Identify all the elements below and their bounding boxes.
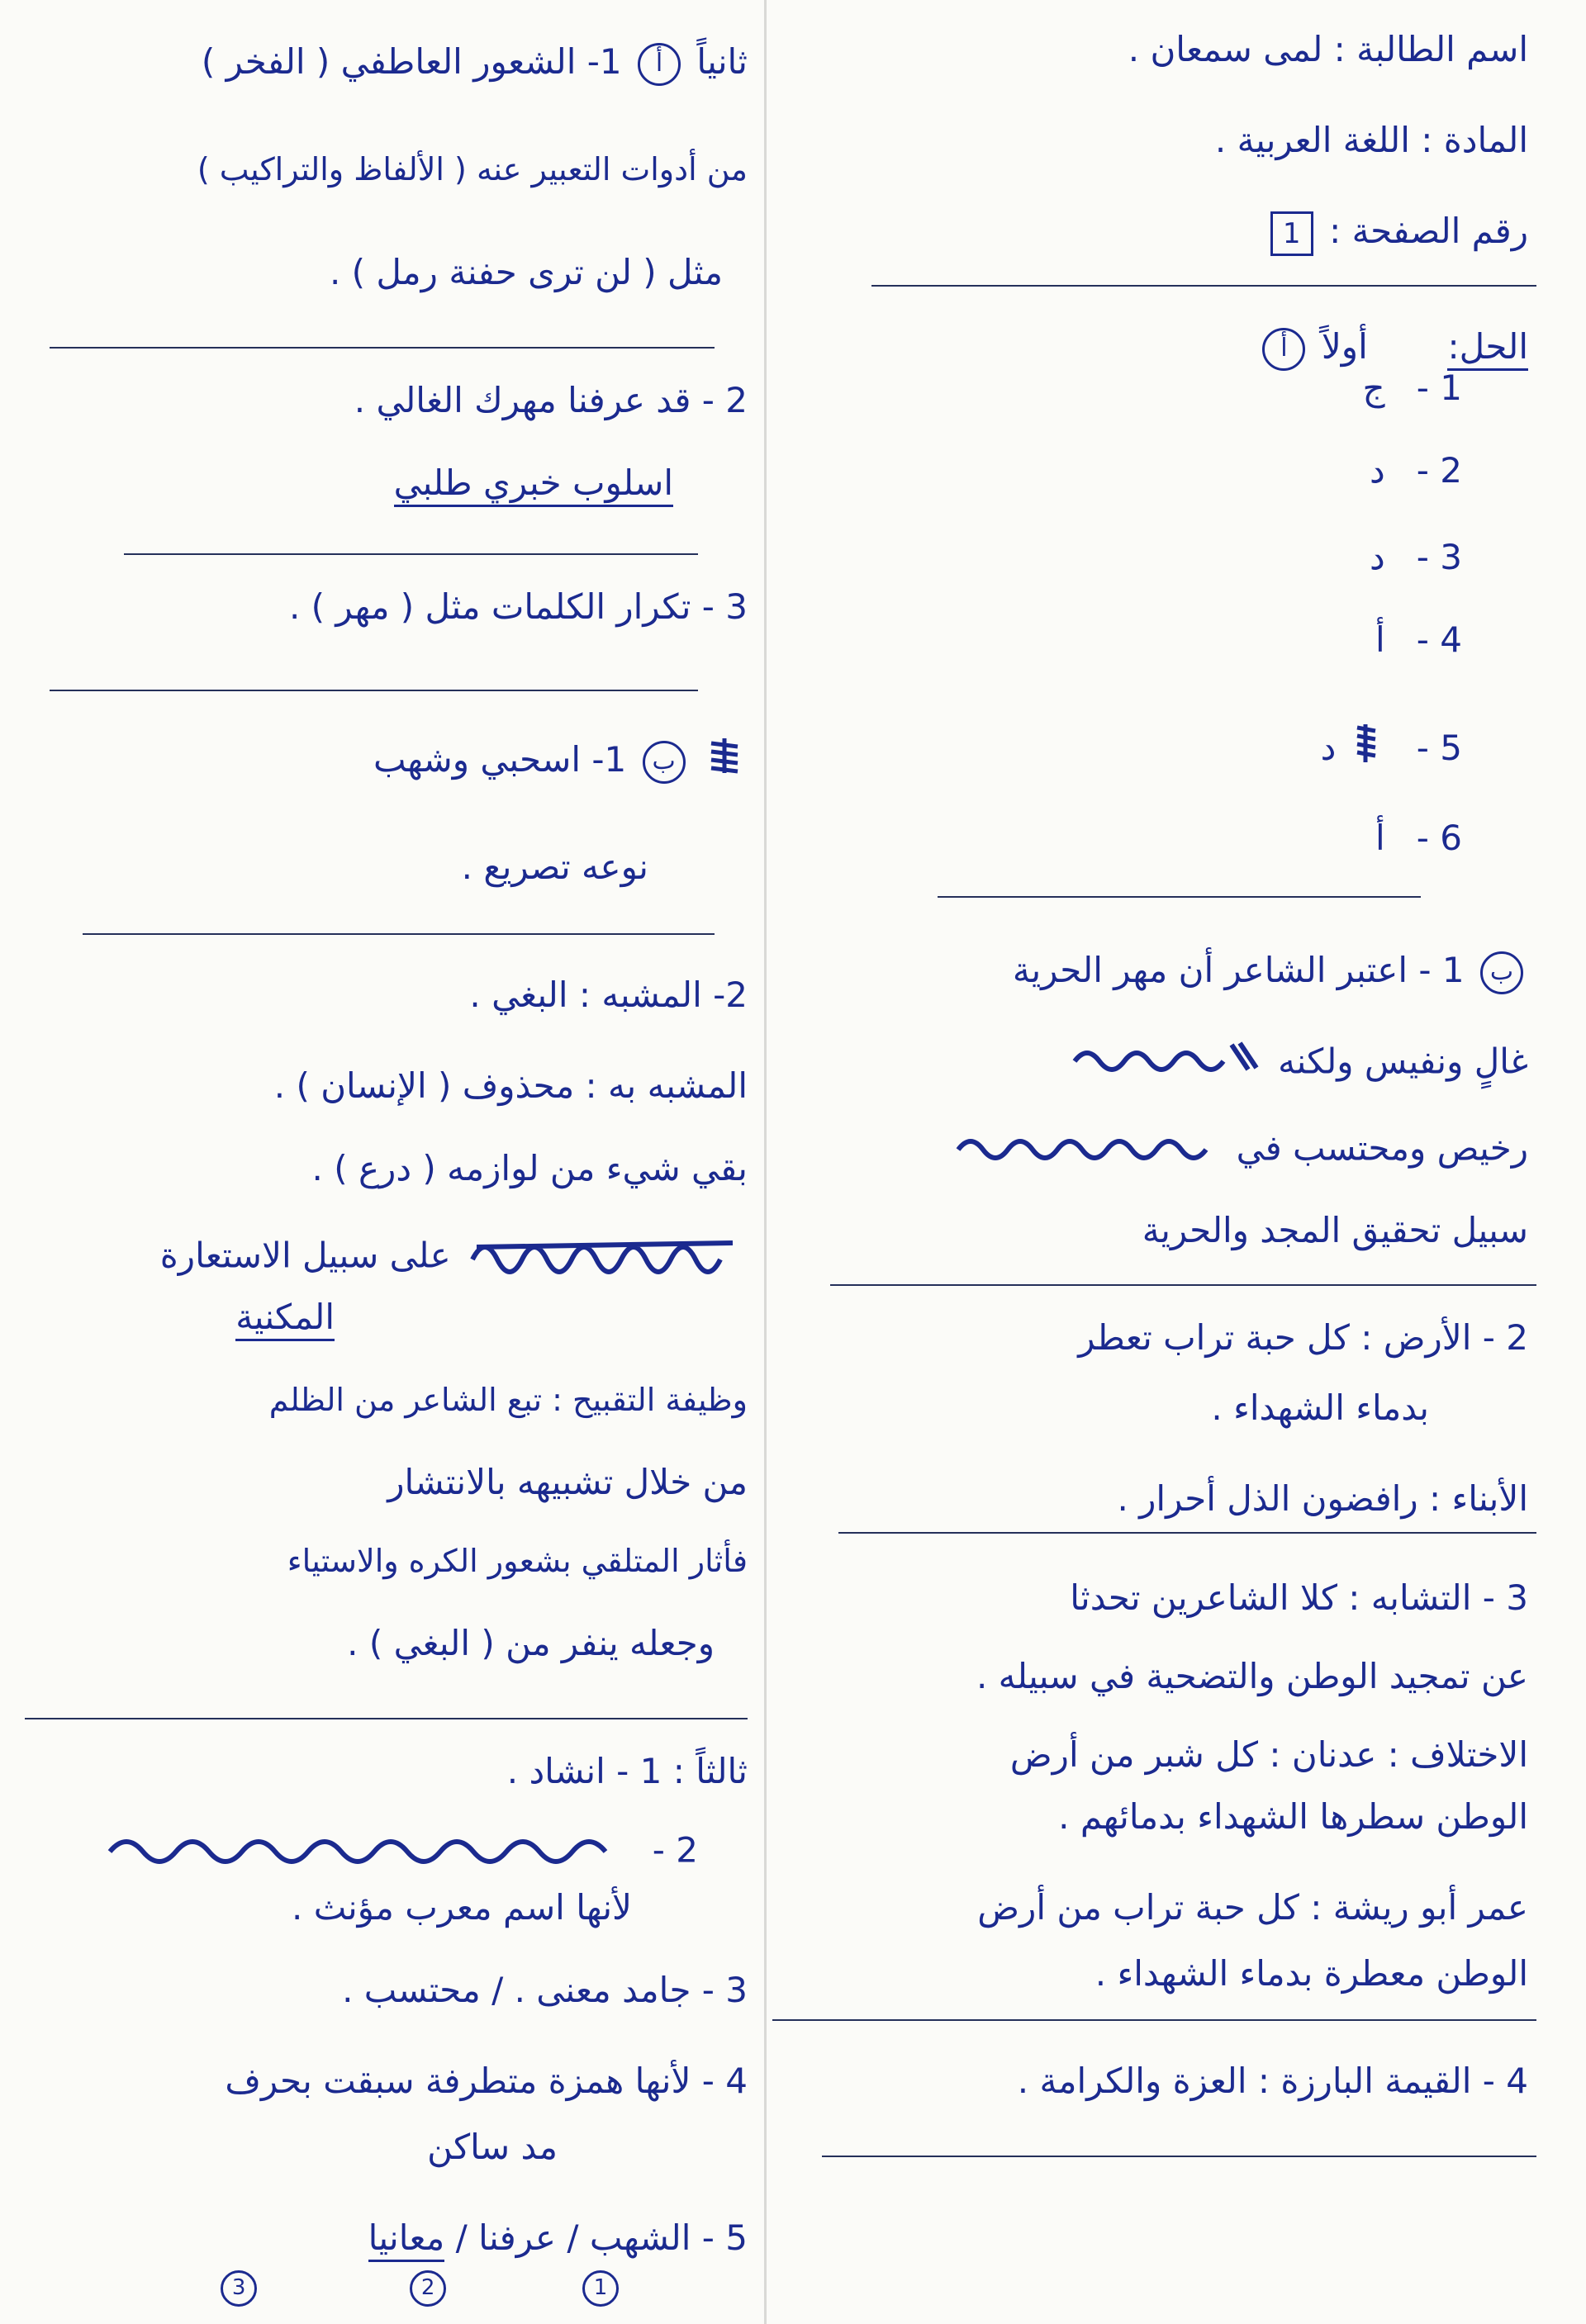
scribble-icon <box>1071 1036 1261 1091</box>
section-second-label: ثانياً <box>696 41 748 82</box>
second-b-q1-line-1: ب 1- اسحبي وشهب <box>0 735 764 788</box>
part-a-circle: أ <box>1262 328 1305 371</box>
student-name: اسم الطالبة : لمى سمعان . <box>1128 29 1528 69</box>
rule <box>938 896 1421 898</box>
q5-word-3: معانيا <box>368 2217 445 2262</box>
mark-3-circle: 3 <box>221 2270 257 2307</box>
page-number-box: 1 <box>1270 211 1313 256</box>
rule <box>838 1532 1536 1534</box>
left-column <box>0 0 764 2324</box>
list-item: 4 - أ <box>1375 619 1462 660</box>
part-b-q2-line-3: الأبناء : رافضون الذل أحرار . <box>1117 1478 1528 1519</box>
rule <box>822 2156 1536 2157</box>
part-b-q1-line-3: رخيص ومحتسب في <box>772 1123 1586 1178</box>
third-line-2: 2 - <box>0 1825 764 1880</box>
second-a-q2-line-1: 2 - قد عرفنا مهرك الغالي . <box>354 380 748 420</box>
rule <box>50 347 715 349</box>
part-b-q1-line-4: سبيل تحقيق المجد والحرية <box>1142 1210 1528 1250</box>
section-third-label: ثالثاً : <box>672 1751 748 1791</box>
part-b-q3-line-5: عمر أبو ريشة : كل حبة تراب من أرض <box>977 1887 1528 1928</box>
scribble-icon <box>106 1825 634 1880</box>
part-b-q1-line-2: غالٍ ونفيس ولكنه <box>772 1036 1586 1091</box>
part-a-circle: أ <box>638 43 681 86</box>
second-b-q2-line-1: 2- المشبه : البغي . <box>469 975 748 1015</box>
second-a-q1-line-1: ثانياً أ 1- الشعور العاطفي ( الفخر ) <box>0 37 764 87</box>
part-b-circle: ب <box>1480 951 1523 994</box>
second-a-q1-line-3: مثل ( لن ترى حفنة رمل ) . <box>329 252 723 292</box>
scribble-icon <box>1354 723 1379 777</box>
second-a-q3-line: 3 - تكرار الكلمات مثل ( مهر ) . <box>288 586 748 627</box>
third-line-4: 3 - جامد معنى . / محتسب . <box>342 1970 748 2010</box>
part-b-q3-line-2: عن تمجيد الوطن والتضحية في سبيله . <box>976 1656 1528 1696</box>
second-b-q3-line-3: فأثار المتلقي بشعور الكره والاستياء <box>287 1543 748 1579</box>
part-b-q2-line-2: بدماء الشهداء . <box>1211 1387 1429 1428</box>
rule <box>50 690 698 691</box>
second-b-q2-line-5: المكنية <box>0 1292 764 1342</box>
scribble-icon <box>708 737 741 788</box>
part-b-circle: ب <box>643 741 686 784</box>
second-b-q3-line-1: وظيفة التقبيح : تبع الشاعر من الظلم <box>268 1382 748 1418</box>
second-b-q3-line-2: من خلال تشبيهه بالانتشار <box>387 1462 748 1502</box>
part-b-q1-line-1: ب 1 - اعتبر الشاعر أن مهر الحرية <box>772 946 1586 995</box>
part-b-q3-line-3: الاختلاف : عدنان : كل شبر من أرض <box>1009 1734 1528 1775</box>
second-a-q2-line-2: اسلوب خبري طلبي <box>0 458 764 508</box>
list-item: 6 - أ <box>1375 818 1462 858</box>
solution-label: الحل: <box>1447 326 1528 371</box>
rule <box>830 1284 1536 1286</box>
rule <box>25 1718 748 1719</box>
column-divider <box>764 0 767 2324</box>
scribble-icon <box>954 1123 1218 1178</box>
second-a-q1-line-2: من أدوات التعبير عنه ( الألفاظ والتراكيب ) <box>197 151 748 187</box>
rule <box>772 2019 1536 2021</box>
part-b-q4-line: 4 - القيمة البارزة : العزة والكرامة . <box>1017 2061 1528 2101</box>
subject-line: المادة : اللغة العربية . <box>1214 120 1528 160</box>
part-b-q3-line-1: 3 - التشابه : كلا الشاعرين تحدثا <box>1070 1577 1528 1618</box>
third-line-6: مد ساكن <box>427 2127 558 2167</box>
second-b-q2-line-2: المشبه به : محذوف ( الإنسان ) . <box>273 1065 748 1106</box>
rule <box>871 285 1536 287</box>
rule <box>124 553 698 555</box>
mark-2-circle: 2 <box>410 2270 446 2307</box>
mark-1-circle: 1 <box>582 2270 619 2307</box>
page-label: رقم الصفحة : <box>1329 211 1528 251</box>
part-b-q3-line-6: الوطن معطرة بدماء الشهداء . <box>1095 1953 1528 1994</box>
second-b-q1-line-2: نوعه تصريع . <box>461 847 648 887</box>
rule <box>83 933 715 935</box>
third-line-1: ثالثاً : 1 - انشاد . <box>506 1751 748 1791</box>
third-line-5: 4 - لأنها همزة متطرفة سبقت بحرف <box>225 2061 748 2101</box>
page-number-line <box>772 206 1586 256</box>
list-item: 3 - د <box>1369 537 1462 577</box>
part-b-q2-line-1: 2 - الأرض : كل حبة تراب تعطر <box>1078 1317 1528 1358</box>
q5-word-1: الشهب <box>589 2217 691 2258</box>
q5-word-2: عرفنا <box>478 2217 556 2258</box>
part-b-q3-line-4: الوطن سطرها الشهداء بدمائهم . <box>1058 1796 1528 1837</box>
scribble-icon <box>468 1226 741 1289</box>
second-b-q2-line-4: على سبيل الاستعارة <box>0 1226 764 1289</box>
second-b-q2-line-3: بقي شيء من لوازمه ( درع ) . <box>311 1148 748 1188</box>
list-item: 5 - د <box>772 723 1586 777</box>
q5-marks <box>0 2269 764 2307</box>
section-first-label: أولاً <box>1321 326 1368 367</box>
second-b-q3-line-4: وجعله ينفر من ( البغي ) . <box>347 1623 715 1663</box>
third-line-3: لأنها اسم معرب مؤنث . <box>292 1887 632 1928</box>
list-item: 1 - ج <box>1362 368 1462 408</box>
list-item: 2 - د <box>1369 450 1462 491</box>
third-q5-line: 5 - الشهب / عرفنا / معانيا <box>0 2213 764 2263</box>
right-column <box>772 0 1586 2324</box>
